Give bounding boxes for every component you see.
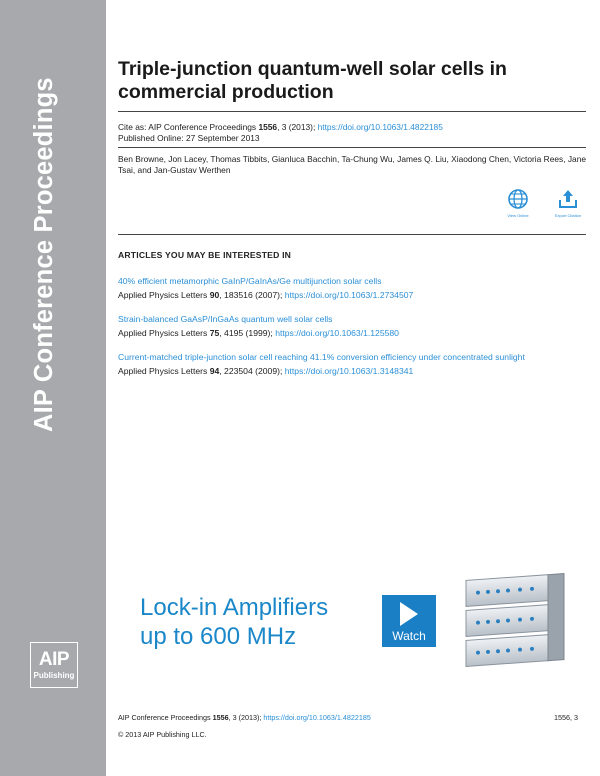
- ad-headline: Lock-in Amplifiers up to 600 MHz: [140, 594, 329, 650]
- instrument-rack-image: [458, 567, 570, 675]
- view-online-label: View Online: [507, 213, 529, 218]
- copyright-notice: © 2013 AIP Publishing LLC.: [118, 730, 207, 739]
- related-article: [118, 276, 586, 301]
- advertisement-banner[interactable]: [124, 565, 576, 677]
- cite-volume: 1556: [258, 122, 278, 132]
- related-article-title[interactable]: 40% efficient metamorphic GaInP/GaInAs/Ge multijunction solar cells: [118, 276, 382, 286]
- aip-logo-sub: Publishing: [33, 671, 75, 680]
- divider: [118, 111, 586, 112]
- journal-sidebar: [0, 0, 106, 776]
- aip-publishing-logo[interactable]: [30, 642, 78, 688]
- watch-button[interactable]: [382, 595, 436, 647]
- related-article-title[interactable]: Current-matched triple-junction solar cell reaching 41.1% conversion efficiency under concentrated sunlight: [118, 352, 525, 362]
- related-article-title[interactable]: Strain-balanced GaAsP/InGaAs quantum well solar cells: [118, 314, 333, 324]
- play-icon: [400, 602, 418, 626]
- footer-citation: AIP Conference Proceedings 1556, 3 (2013); https://doi.org/10.1063/1.4822185: [118, 713, 371, 722]
- export-citation-label: Export Citation: [554, 213, 582, 218]
- related-article-ref: Applied Physics Letters 94, 223504 (2009); https://doi.org/10.1063/1.3148341: [118, 365, 414, 376]
- export-icon: [557, 188, 579, 210]
- related-article: [118, 352, 586, 377]
- related-article-doi[interactable]: https://doi.org/10.1063/1.2734507: [284, 289, 414, 300]
- cite-prefix: Cite as: AIP Conference Proceedings: [118, 122, 257, 132]
- globe-icon: [507, 188, 529, 210]
- footer-doi-link[interactable]: https://doi.org/10.1063/1.4822185: [263, 713, 371, 722]
- article-title[interactable]: Triple-junction quantum-well solar cells in commercial production: [118, 58, 507, 103]
- related-article-doi[interactable]: https://doi.org/10.1063/1.125580: [275, 327, 399, 338]
- related-article-ref: Applied Physics Letters 90, 183516 (2007); https://doi.org/10.1063/1.2734507: [118, 289, 414, 300]
- published-date: Published Online: 27 September 2013: [118, 133, 260, 143]
- article-doi-link[interactable]: https://doi.org/10.1063/1.4822185: [317, 122, 443, 132]
- related-heading: ARTICLES YOU MAY BE INTERESTED IN: [118, 250, 292, 260]
- journal-name: AIP Conference Proceedings: [30, 77, 58, 432]
- export-citation-button[interactable]: [543, 188, 593, 218]
- related-article: [118, 314, 586, 339]
- divider: [118, 147, 586, 148]
- related-article-ref: Applied Physics Letters 75, 4195 (1999); https://doi.org/10.1063/1.125580: [118, 327, 399, 338]
- aip-logo-mark: AIP: [38, 649, 70, 670]
- related-article-doi[interactable]: https://doi.org/10.1063/1.3148341: [284, 365, 414, 376]
- view-online-button[interactable]: [493, 188, 543, 218]
- citation: [118, 122, 443, 144]
- watch-label: Watch: [392, 629, 426, 643]
- cite-rest: , 3 (2013);: [277, 122, 316, 132]
- divider: [118, 234, 586, 235]
- author-list: Ben Browne, Jon Lacey, Thomas Tibbits, Gianluca Bacchin, Ta-Chung Wu, James Q. Liu, Xiaodong Chen, Victoria Rees, Jane Tsai, and Jan-Gustav Werthen: [118, 154, 587, 175]
- footer-page-number: 1556, 3: [554, 713, 578, 722]
